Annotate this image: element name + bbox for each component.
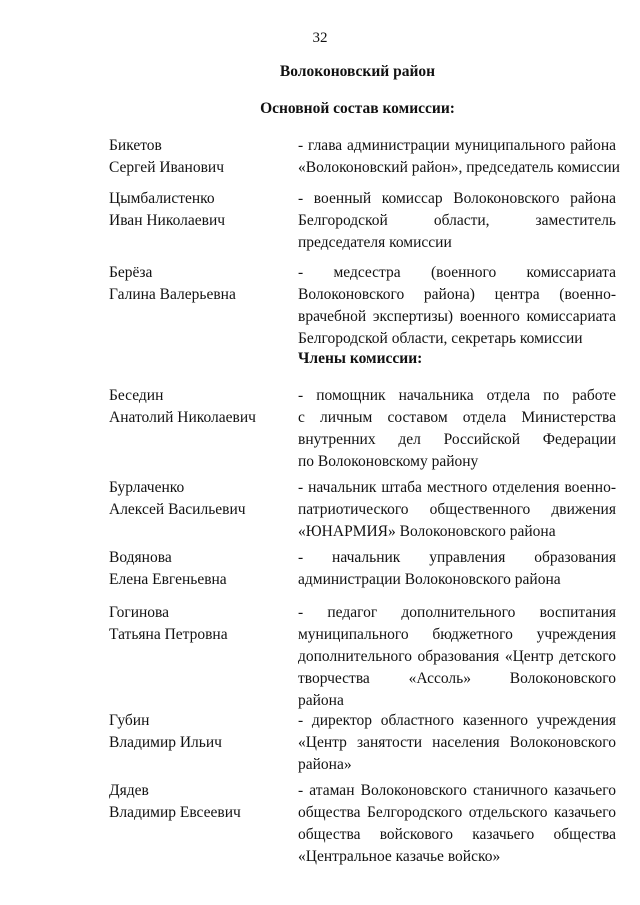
page-number: 32 <box>312 30 328 46</box>
member-role: - начальник управления образования администрации Волоконовского района <box>298 549 616 588</box>
member-name: Водянова Елена Евгеньевна <box>109 549 227 588</box>
district-title: Волоконовский район <box>279 63 436 80</box>
member-role: - военный комиссар Волоконовского района Белгородской области, заместитель председателя комиссии <box>298 190 616 251</box>
member-name: Берёза Галина Валерьевна <box>109 264 236 303</box>
member-name: Бурлаченко Алексей Васильевич <box>109 479 246 518</box>
member-name: Гогинова Татьяна Петровна <box>109 604 228 643</box>
main-composition-heading: Основной состав комиссии: <box>260 100 455 117</box>
member-role: - атаман Волоконовского станичного казачьего общества Белгородского отдельского казачьего общества войскового казачьего общества «Центральное казачье войско» <box>298 782 616 865</box>
member-name: Губин Владимир Ильич <box>109 712 222 751</box>
member-role: - медсестра (военного комиссариата Волоконовского района) центра (военно- врачебной экспертизы) военного комиссариата Белгородской области, секретарь комиссии <box>298 264 616 347</box>
member-role: - директор областного казенного учреждения «Центр занятости населения Волоконовского района» <box>298 712 616 773</box>
member-name: Дядев Владимир Евсеевич <box>109 782 241 821</box>
member-role: - глава администрации муниципального района «Волоконовский район», председатель комиссии <box>298 137 620 176</box>
member-name: Беседин Анатолий Николаевич <box>109 387 256 426</box>
member-name: Бикетов Сергей Иванович <box>109 137 225 176</box>
member-role: - помощник начальника отдела по работе с личным составом отдела Министерства внутренних дел Российской Федерации по Волоконовскому району <box>298 387 616 470</box>
member-name: Цымбалистенко Иван Николаевич <box>109 190 226 229</box>
member-role: - педагог дополнительного воспитания муниципального бюджетного учреждения дополнительного образования «Центр детского творчества «Ассоль» Волоконовского района <box>298 604 616 709</box>
members-heading: Члены комиссии: <box>298 350 423 367</box>
member-role: - начальник штаба местного отделения военно- патриотического общественного движения «ЮНАРМИЯ» Волоконовского района <box>298 479 616 540</box>
